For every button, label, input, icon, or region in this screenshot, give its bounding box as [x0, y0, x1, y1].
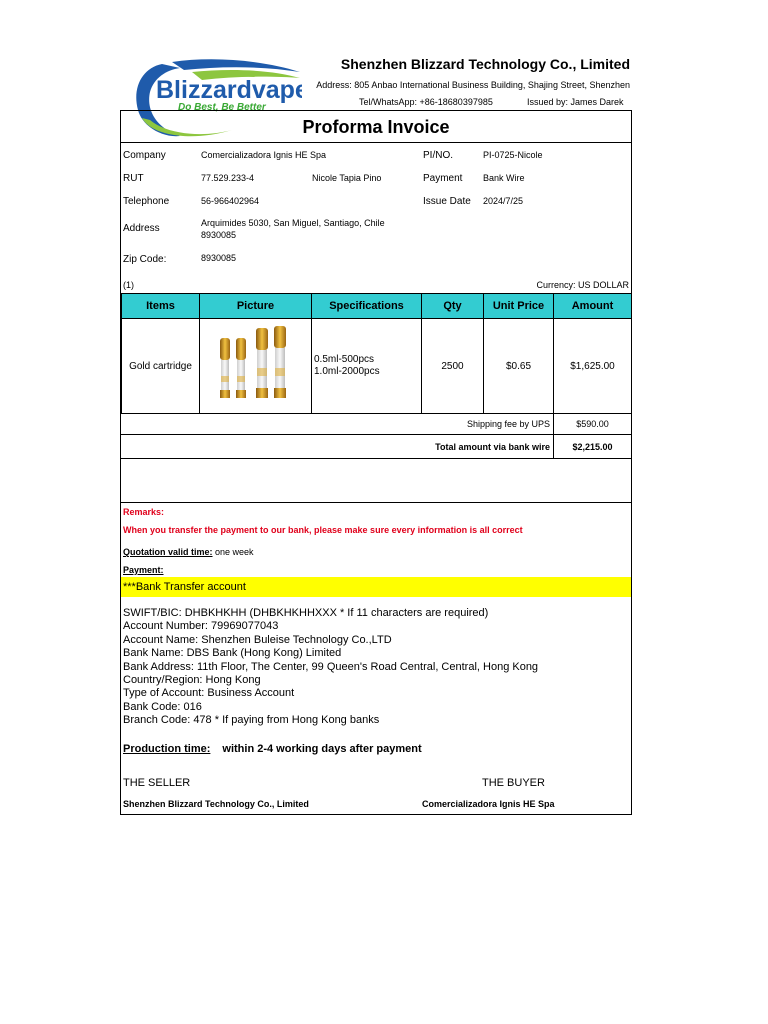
production-time: [123, 743, 422, 755]
rut-value: 77.529.233-4: [201, 173, 255, 183]
item-qty: 2500: [422, 319, 484, 414]
buyer-name: Comercializadora Ignis HE Spa: [422, 799, 555, 809]
company-name: Shenzhen Blizzard Technology Co., Limited: [340, 56, 630, 72]
bank-account-number: Account Number: 79969077043: [123, 620, 279, 633]
header-specifications: Specifications: [312, 294, 422, 319]
header-unit-price: Unit Price: [484, 294, 554, 319]
production-value: within 2-4 working days after payment: [222, 743, 422, 755]
bank-account-type: Type of Account: Business Account: [123, 687, 295, 700]
item-amount: $1,625.00: [554, 319, 632, 414]
payment-method-value: Bank Wire: [483, 173, 525, 183]
items-table: [121, 293, 632, 414]
shipping-value: $590.00: [553, 413, 631, 434]
header-picture: Picture: [200, 294, 312, 319]
item-specifications: [312, 319, 422, 414]
blank-row: [121, 459, 631, 503]
shipping-label: Shipping fee by UPS: [466, 418, 550, 429]
remarks-text: When you transfer the payment to our bank, please make sure every information is all correct: [123, 525, 523, 535]
bank-details: [123, 607, 538, 728]
issue-date-label: Issue Date: [423, 196, 471, 207]
bank-country: Country/Region: Hong Kong: [123, 674, 261, 687]
logo-text: Blizzardvape: [156, 76, 302, 104]
company-label: Company: [123, 150, 166, 161]
table-header-row: [122, 294, 632, 319]
zip-label: Zip Code:: [123, 254, 167, 265]
total-label: Total amount via bank wire: [435, 441, 550, 452]
currency-row: [121, 280, 631, 293]
invoice-sheet: [120, 110, 632, 815]
product-picture: [200, 319, 312, 414]
pi-value: PI-0725-Nicole: [483, 150, 543, 160]
spec-line-1: 0.5ml-500pcs: [314, 354, 375, 365]
shipping-row: [121, 413, 631, 435]
bank-name: Bank Name: DBS Bank (Hong Kong) Limited: [123, 647, 342, 660]
bank-branch-code: Branch Code: 478 * If paying from Hong Kong banks: [123, 714, 380, 727]
seller-label: THE SELLER: [123, 777, 191, 789]
header-amount: Amount: [554, 294, 632, 319]
total-value: $2,215.00: [553, 435, 631, 458]
payment-method-label: Payment: [423, 173, 463, 184]
address-line1: Arquimides 5030, San Miguel, Santiago, Chile: [201, 218, 385, 228]
item-name: Gold cartridge: [122, 319, 200, 414]
bank-account-name: Account Name: Shenzhen Buleise Technology Co.,LTD: [123, 633, 392, 646]
pi-label: PI/NO.: [423, 150, 454, 161]
seller-name: Shenzhen Blizzard Technology Co., Limited: [123, 799, 309, 809]
telephone-label: Telephone: [123, 196, 170, 207]
bank-swift: SWIFT/BIC: DHBKHKHH (DHBKHKHHXXX * If 11 characters are required): [123, 607, 489, 619]
telephone-value: 56-966402964: [201, 196, 260, 206]
company-address: Address: 805 Anbao International Business Building, Shajing Street, Shenzhen: [316, 80, 630, 90]
logo-slogan: Do Best, Be Better: [178, 102, 266, 113]
rut-label: RUT: [123, 173, 144, 184]
item-unit-price: $0.65: [484, 319, 554, 414]
bank-address: Bank Address: 11th Floor, The Center, 99 Queen's Road Central, Central, Hong Kong: [123, 660, 539, 673]
company-tel: Tel/WhatsApp: +86-18680397985: [359, 97, 493, 107]
zip-value: 8930085: [201, 253, 237, 263]
bank-code: Bank Code: 016: [123, 700, 202, 713]
currency: Currency: US DOLLAR: [536, 280, 629, 290]
page-title: Proforma Invoice: [121, 111, 631, 143]
address-label: Address: [123, 223, 160, 234]
company-value: Comercializadora Ignis HE Spa: [201, 150, 327, 160]
spec-line-2: 1.0ml-2000pcs: [314, 366, 380, 377]
issue-date-value: 2024/7/25: [483, 196, 524, 206]
remarks-title: Remarks:: [123, 507, 165, 517]
address-line2: 8930085: [201, 230, 237, 240]
table-number: (1): [123, 280, 134, 290]
contact-name: Nicole Tapia Pino: [312, 173, 382, 183]
issued-by: Issued by: James Darek: [527, 97, 624, 107]
valid-label: Quotation valid time:: [123, 547, 213, 557]
production-label: Production time:: [123, 743, 211, 755]
buyer-label: THE BUYER: [482, 777, 545, 789]
quotation-valid: [123, 547, 254, 557]
table-row: [122, 319, 632, 414]
header-qty: Qty: [422, 294, 484, 319]
gold-cartridge-image: [216, 324, 296, 406]
payment-label: Payment:: [123, 565, 164, 575]
header-items: Items: [122, 294, 200, 319]
bank-transfer-heading: ***Bank Transfer account: [121, 577, 631, 597]
valid-value: one week: [215, 547, 254, 557]
total-row: [121, 435, 631, 459]
